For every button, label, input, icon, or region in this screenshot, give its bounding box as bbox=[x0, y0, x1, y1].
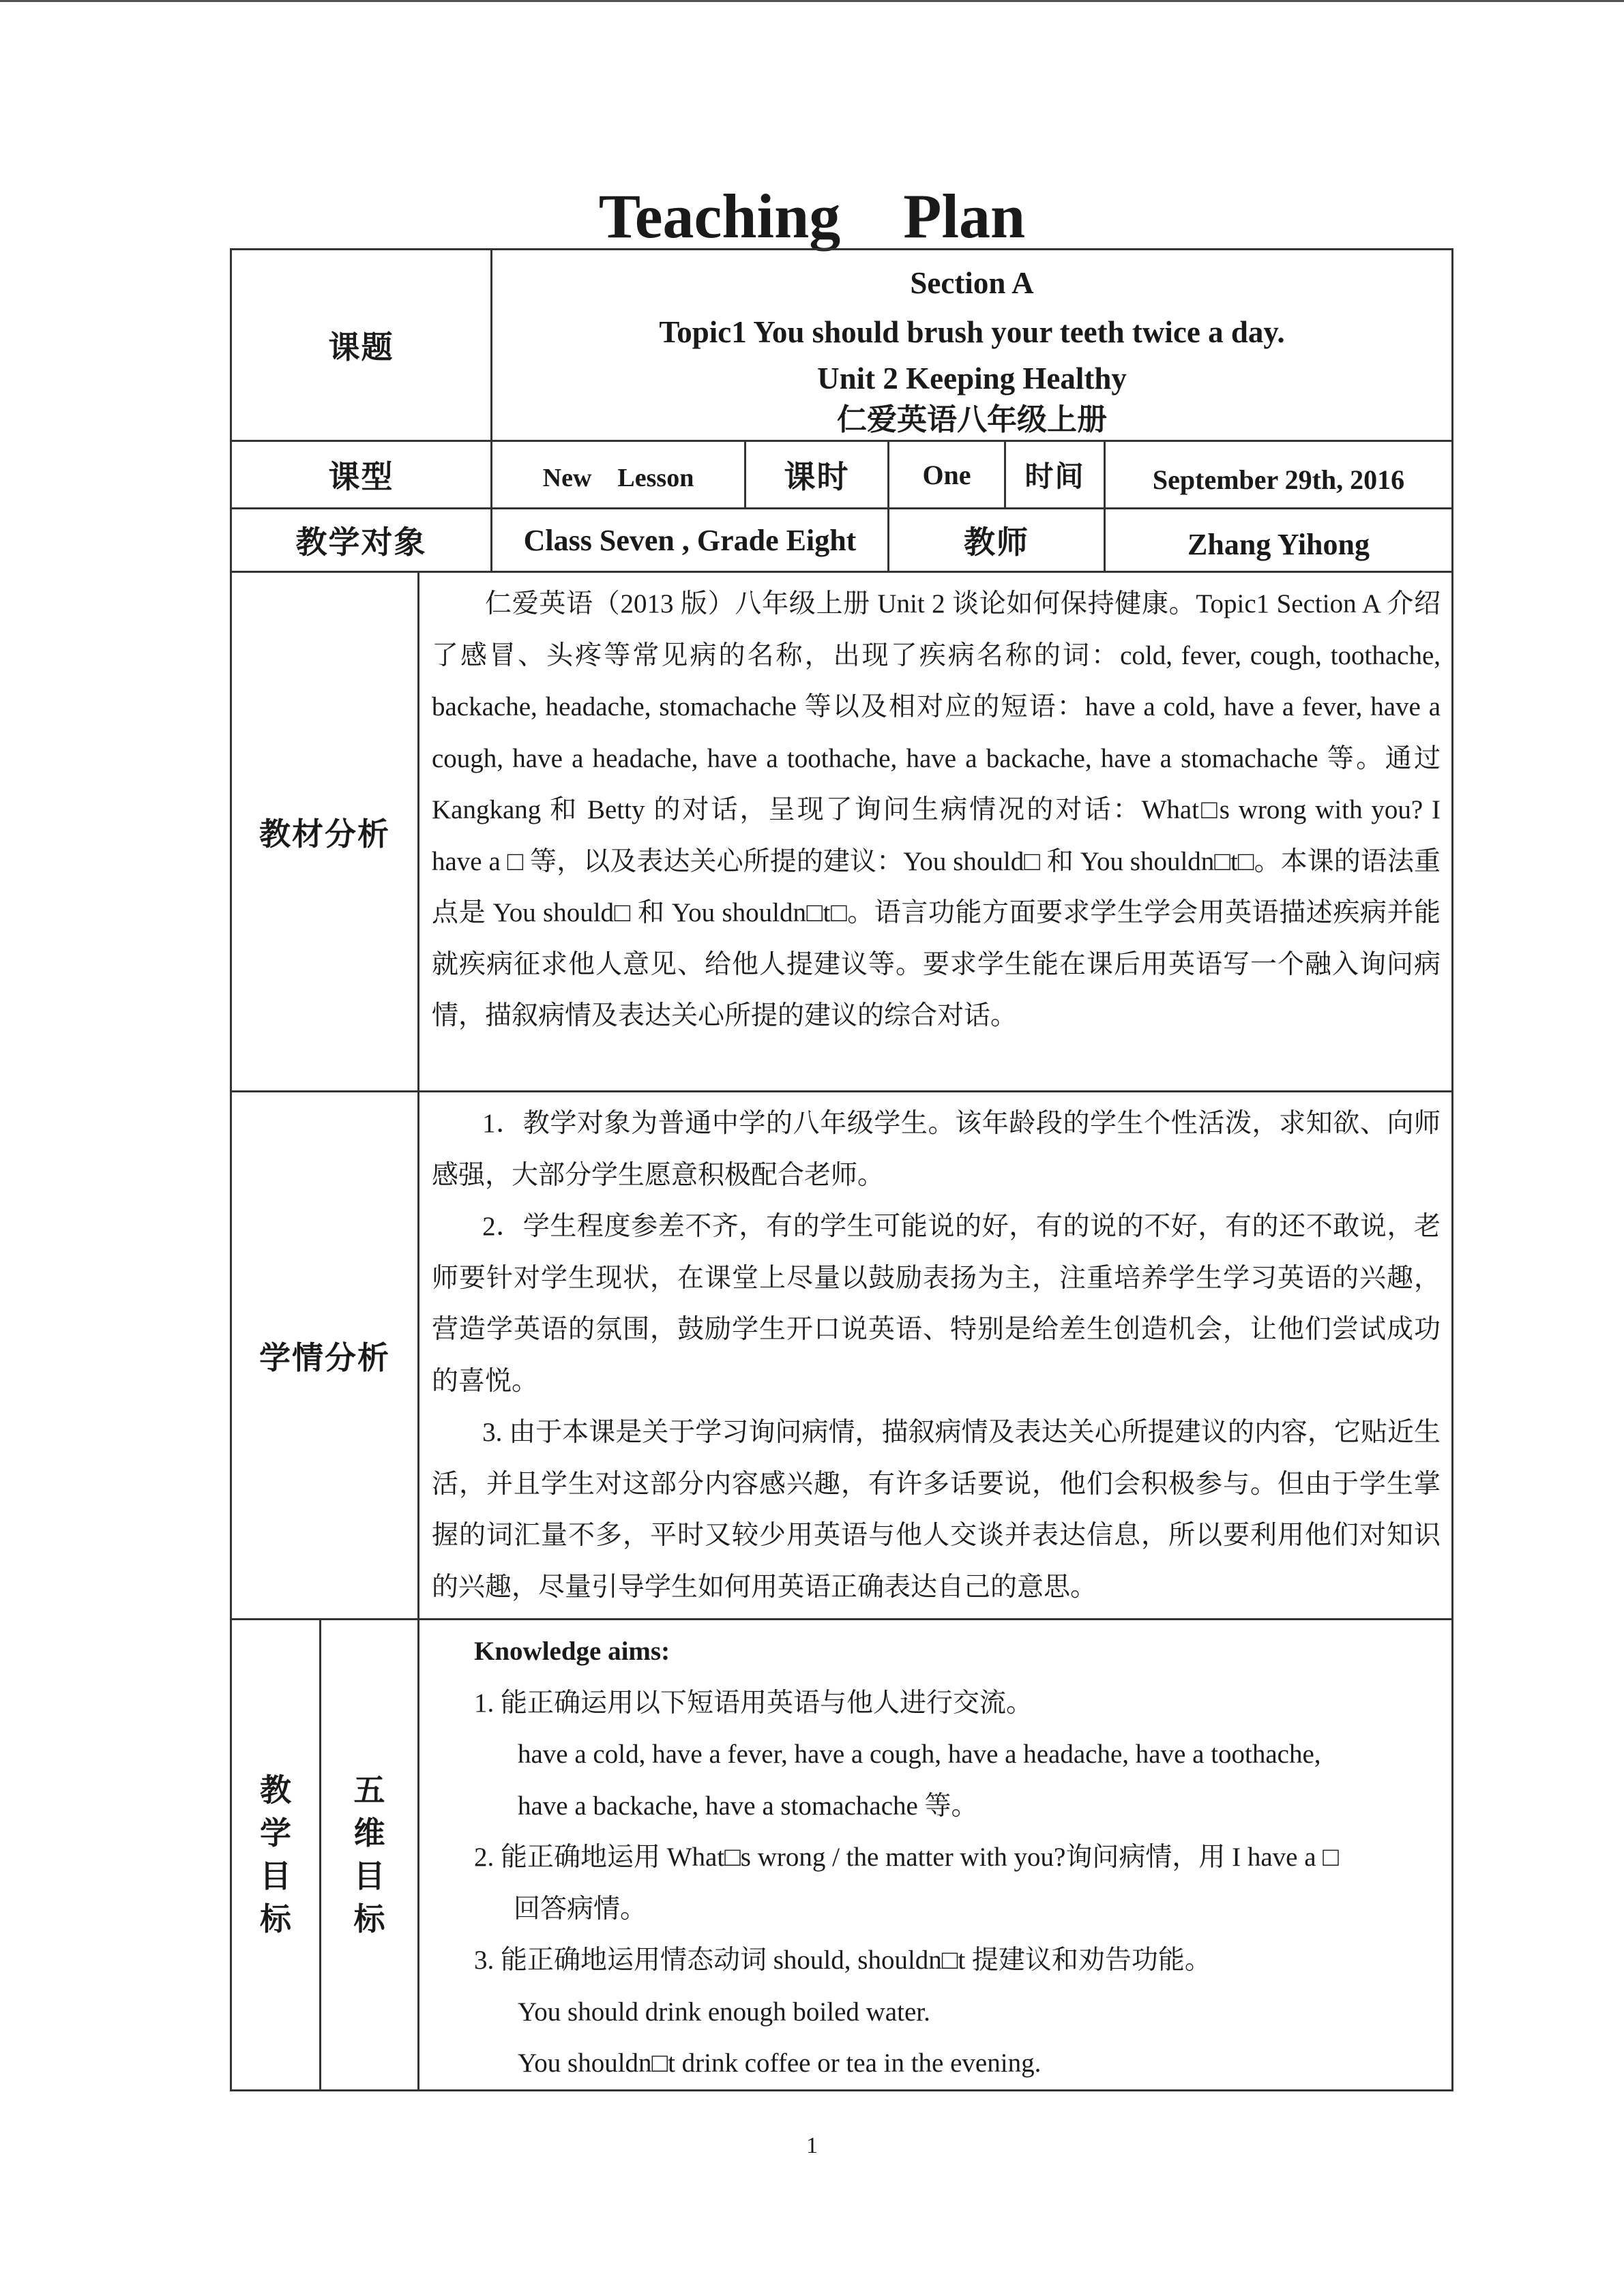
topic-line-section: Section A bbox=[910, 266, 1034, 300]
topic-row bbox=[231, 250, 1453, 441]
topic-line-book: 仁爱英语八年级上册 bbox=[837, 402, 1108, 437]
aim-item-2: 2. 能正确地运用 What□s wrong / the matter with you?询问病情，用 I have a □ bbox=[474, 1843, 1339, 1872]
page-number: 1 bbox=[806, 2133, 818, 2158]
aim-item-1-phrases-line-2: have a backache, have a stomachache 等。 bbox=[518, 1791, 978, 1821]
time-value: September 29th, 2016 bbox=[1105, 441, 1453, 509]
period-label: 课时 bbox=[745, 441, 889, 509]
knowledge-aims-heading: Knowledge aims: bbox=[474, 1637, 670, 1666]
teaching-plan-table bbox=[230, 248, 1453, 2091]
teaching-aims-row bbox=[231, 1620, 1453, 2091]
teaching-aims-label-text: 教学目标 bbox=[260, 1771, 291, 1937]
student-analysis-row bbox=[231, 1092, 1453, 1620]
topic-line-unit: Unit 2 Keeping Healthy bbox=[817, 361, 1127, 396]
period-value: One bbox=[889, 441, 1005, 509]
five-dimension-aims-label bbox=[321, 1620, 419, 2091]
lesson-type-label: 课型 bbox=[231, 441, 492, 509]
five-dimension-aims-label-text: 五维目标 bbox=[353, 1771, 385, 1937]
audience-label: 教学对象 bbox=[231, 509, 492, 572]
student-analysis-paragraph-1: 1．教学对象为普通中学的八年级学生。该年龄段的学生个性活泼，求知欲、向师感强，大部分学生愿意积极配合老师。 bbox=[432, 1109, 1441, 1190]
material-analysis-paragraph: 仁爱英语（2013 版）八年级上册 Unit 2 谈论如何保持健康。Topic1 Section A 介绍了感冒、头疼等常见病的名称，出现了疾病名称的词：cold, fever, cough, toothache, backache, headache, stomachache 等以及相对应的短语：have a cold, have a fever, have a cough, have a headache, have a toothache, have a backache, have a stomachache 等。通过 Kangkang 和 Betty 的对话，呈现了询问生病情况的对话：What□s wrong with you? I have a □ 等，以及表达关心所提的建议：You should□ 和 You shouldn□t□。本课的语法重点是 You should□ 和 You shouldn□t□。语言功能方面要求学生学会用英语描述疾病并能就疾病征求他人意见、给他人提建议等。要求学生能在课后用英语写一个融入询问病情，描叙病情及表达关心所提的建议的综合对话。 bbox=[432, 589, 1441, 1030]
student-analysis-paragraph-2: 2．学生程度参差不齐，有的学生可能说的好，有的说的不好，有的还不敢说，老师要针对学生现状，在课堂上尽量以鼓励表扬为主，注重培养学生学习英语的兴趣，营造学英语的氛围，鼓励学生开口说英语、特别是给差生创造机会，让他们尝试成功的喜悦。 bbox=[432, 1212, 1441, 1396]
material-analysis-text bbox=[419, 572, 1453, 1092]
student-analysis-label: 学情分析 bbox=[231, 1092, 419, 1620]
audience-value: Class Seven , Grade Eight bbox=[492, 509, 889, 572]
page-title: Teaching Plan bbox=[598, 181, 1026, 251]
lesson-type-row bbox=[231, 441, 1453, 509]
topic-value bbox=[492, 250, 1453, 441]
topic-line-topic: Topic1 You should brush your teeth twice a day. bbox=[659, 315, 1285, 349]
material-analysis-label: 教材分析 bbox=[231, 572, 419, 1092]
aim-item-3-example-1: You should drink enough boiled water. bbox=[518, 1997, 930, 2027]
topic-label: 课题 bbox=[231, 250, 492, 441]
page-top-border bbox=[0, 0, 1624, 2]
teacher-label: 教师 bbox=[889, 509, 1105, 572]
teacher-value: Zhang Yihong bbox=[1105, 509, 1453, 572]
lesson-type-value: New Lesson bbox=[492, 441, 745, 509]
aim-item-1: 1. 能正确运用以下短语用英语与他人进行交流。 bbox=[474, 1688, 1033, 1718]
student-analysis-paragraph-3: 3. 由于本课是关于学习询问病情，描叙病情及表达关心所提建议的内容，它贴近生活，并且学生对这部分内容感兴趣，有许多话要说，他们会积极参与。但由于学生掌握的词汇量不多，平时又较少用英语与他人交谈并表达信息，所以要利用他们对知识的兴趣，尽量引导学生如何用英语正确表达自己的意思。 bbox=[432, 1418, 1441, 1602]
material-analysis-row bbox=[231, 572, 1453, 1092]
knowledge-aims-content bbox=[419, 1620, 1453, 2091]
aim-item-3-example-2: You shouldn□t drink coffee or tea in the evening. bbox=[518, 2048, 1042, 2078]
audience-row bbox=[231, 509, 1453, 572]
time-label: 时间 bbox=[1005, 441, 1105, 509]
aim-item-1-phrases-line-1: have a cold, have a fever, have a cough, have a headache, have a toothache, bbox=[518, 1740, 1321, 1769]
teaching-aims-label bbox=[231, 1620, 321, 2091]
aim-item-2-continuation: 回答病情。 bbox=[514, 1894, 647, 1924]
student-analysis-text bbox=[419, 1092, 1453, 1620]
aim-item-3: 3. 能正确地运用情态动词 should, shouldn□t 提建议和劝告功能。 bbox=[474, 1945, 1211, 1975]
